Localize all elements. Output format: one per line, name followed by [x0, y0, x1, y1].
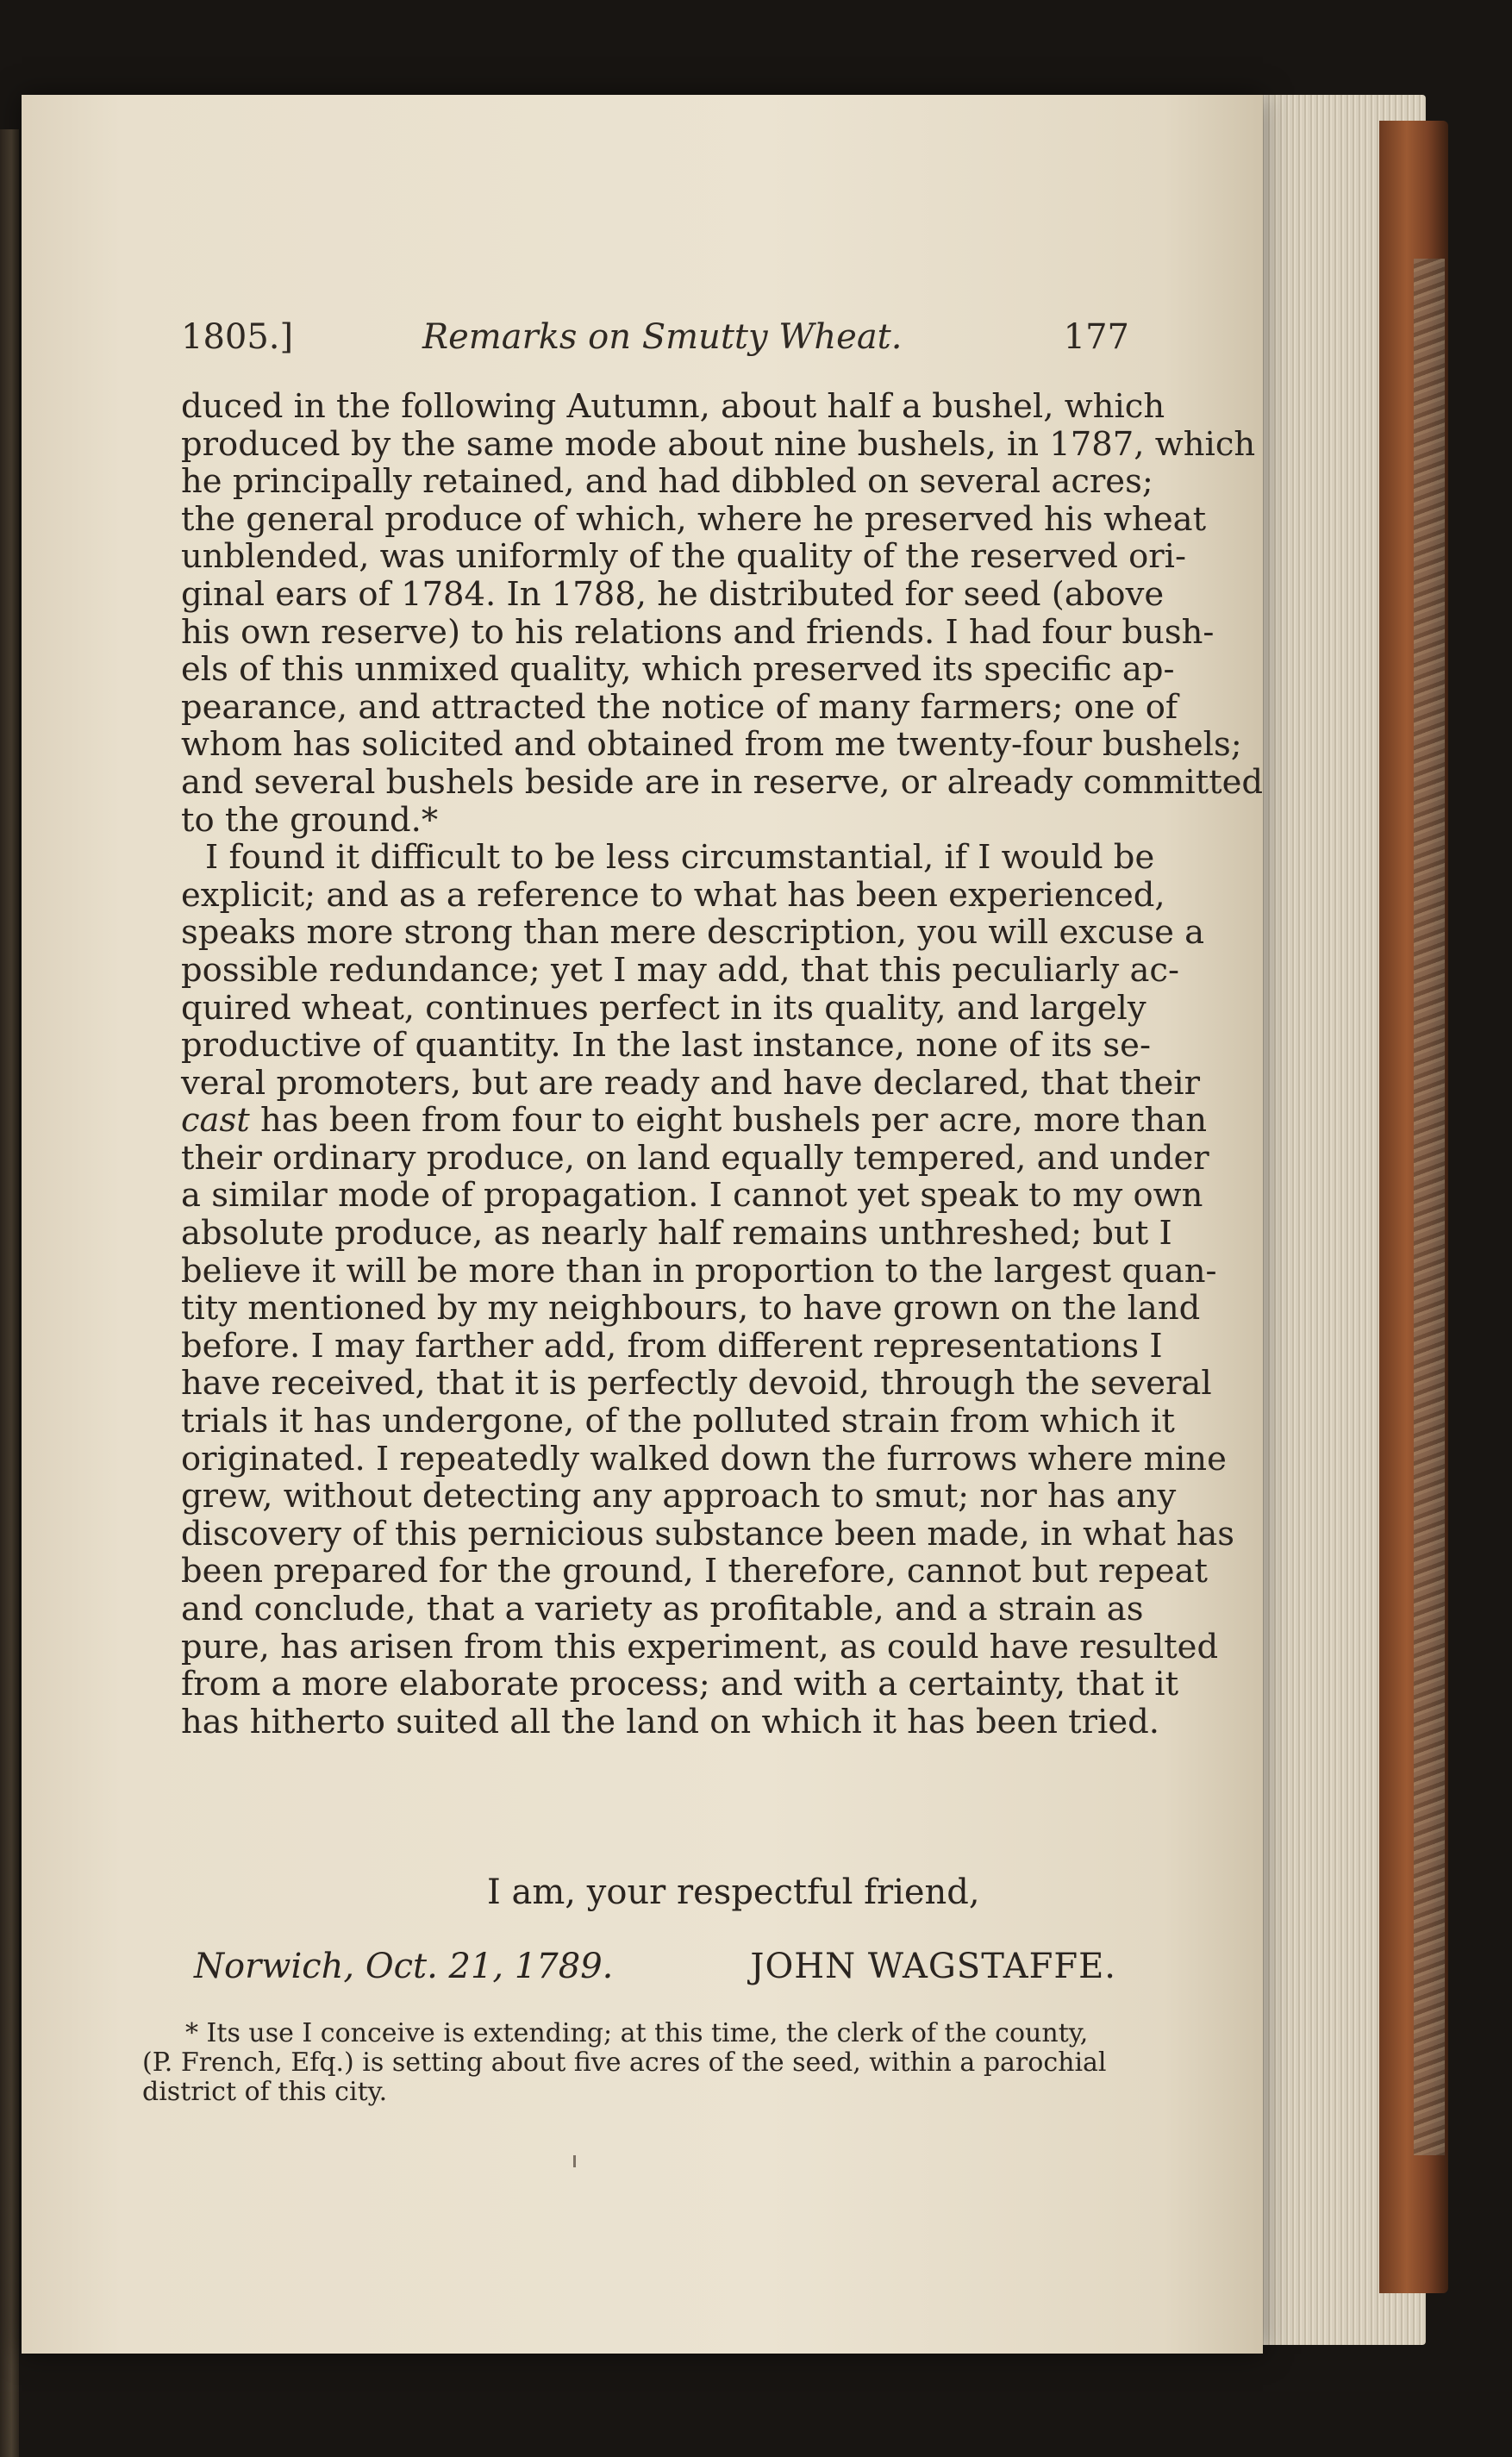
body-line: their ordinary produce, on land equally tempered, and under [181, 1138, 1209, 1178]
body-line: veral promoters, but are ready and have declared, that their [181, 1063, 1200, 1103]
body-line: trials it has undergone, of the polluted strain from which it [181, 1402, 1175, 1441]
body-line: to the ground.* [181, 800, 439, 840]
body-line: els of this unmixed quality, which preserved its specific ap- [181, 650, 1175, 690]
body-line: has hitherto suited all the land on which it has been tried. [181, 1702, 1159, 1741]
body-line: produced by the same mode about nine bushels, in 1787, which [181, 424, 1256, 464]
body-line: speaks more strong than mere description, you will excuse a [181, 913, 1205, 953]
ink-mark [573, 2155, 576, 2167]
body-line: been prepared for the ground, I therefore, cannot but repeat [181, 1552, 1209, 1591]
footnote [142, 2019, 1116, 2107]
body-line: ginal ears of 1784. In 1788, he distributed for seed (above [181, 574, 1165, 614]
page-number: 177 [1063, 317, 1129, 357]
marbled-cover-texture [1414, 259, 1445, 2155]
running-head-title: Remarks on Smutty Wheat. [422, 317, 903, 357]
running-head [181, 317, 1129, 369]
body-line: explicit; and as a reference to what has been experienced, [181, 875, 1165, 915]
body-line: have received, that it is perfectly devoid, through the several [181, 1364, 1212, 1404]
body-line: whom has solicited and obtained from me twenty-four bushels; [181, 725, 1242, 765]
body-line: from a more elaborate process; and with a certainty, that it [181, 1665, 1179, 1704]
body-line: believe it will be more than in proportion to the largest quan- [181, 1251, 1217, 1291]
signoff-name: JOHN WAGSTAFFE. [750, 1947, 1116, 1986]
body-line: he principally retained, and had dibbled on several acres; [181, 462, 1153, 502]
body-line: grew, without detecting any approach to smut; nor has any [181, 1477, 1177, 1516]
footnote-line: * Its use I conceive is extending; at this time, the clerk of the county, [185, 2018, 1089, 2048]
italic-word-cast: cast [181, 1101, 250, 1141]
body-line: I found it difficult to be less circumstantial, if I would be [205, 838, 1155, 878]
body-line: duced in the following Autumn, about half a bushel, which [181, 387, 1165, 426]
body-line-rest: has been from four to eight bushels per acre, more than [260, 1101, 1208, 1141]
body-line: and several bushels beside are in reserve, or already committed [181, 762, 1264, 802]
footnote-line: (P. French, Efq.) is setting about five acres of the seed, within a parochial [142, 2048, 1107, 2078]
body-text [181, 387, 1264, 1741]
body-line: tity mentioned by my neighbours, to have grown on the land [181, 1289, 1201, 1329]
body-line: the general produce of which, where he preserved his wheat [181, 499, 1207, 539]
body-line: productive of quantity. In the last instance, none of its se- [181, 1026, 1151, 1066]
body-line: possible redundance; yet I may add, that this peculiarly ac- [181, 950, 1179, 990]
body-line: a similar mode of propagation. I cannot yet speak to my own [181, 1176, 1203, 1216]
body-line: pearance, and attracted the notice of many farmers; one of [181, 687, 1178, 727]
body-line: unblended, was uniformly of the quality of the reserved ori- [181, 537, 1186, 577]
closing-salutation: I am, your respectful friend, [487, 1872, 980, 1912]
body-line: before. I may farther add, from different representations I [181, 1326, 1163, 1366]
signoff-place-date: Norwich, Oct. 21, 1789. [194, 1947, 614, 1986]
body-line-with-italic [181, 1101, 1208, 1141]
body-line: absolute produce, as nearly half remains unthreshed; but I [181, 1214, 1172, 1254]
body-line: his own reserve) to his relations and friends. I had four bush- [181, 612, 1215, 652]
book-page [22, 95, 1263, 2354]
body-line: discovery of this pernicious substance been made, in what has [181, 1514, 1235, 1554]
book-left-edge [0, 129, 19, 2457]
body-line: pure, has arisen from this experiment, as could have resulted [181, 1627, 1219, 1666]
body-line: quired wheat, continues perfect in its quality, and largely [181, 988, 1146, 1028]
footnote-line: district of this city. [142, 2077, 388, 2107]
signoff [194, 1947, 1116, 1998]
body-line: originated. I repeatedly walked down the furrows where mine [181, 1439, 1227, 1479]
running-head-date: 1805.] [181, 317, 294, 357]
body-line: and conclude, that a variety as profitable, and a strain as [181, 1590, 1144, 1629]
